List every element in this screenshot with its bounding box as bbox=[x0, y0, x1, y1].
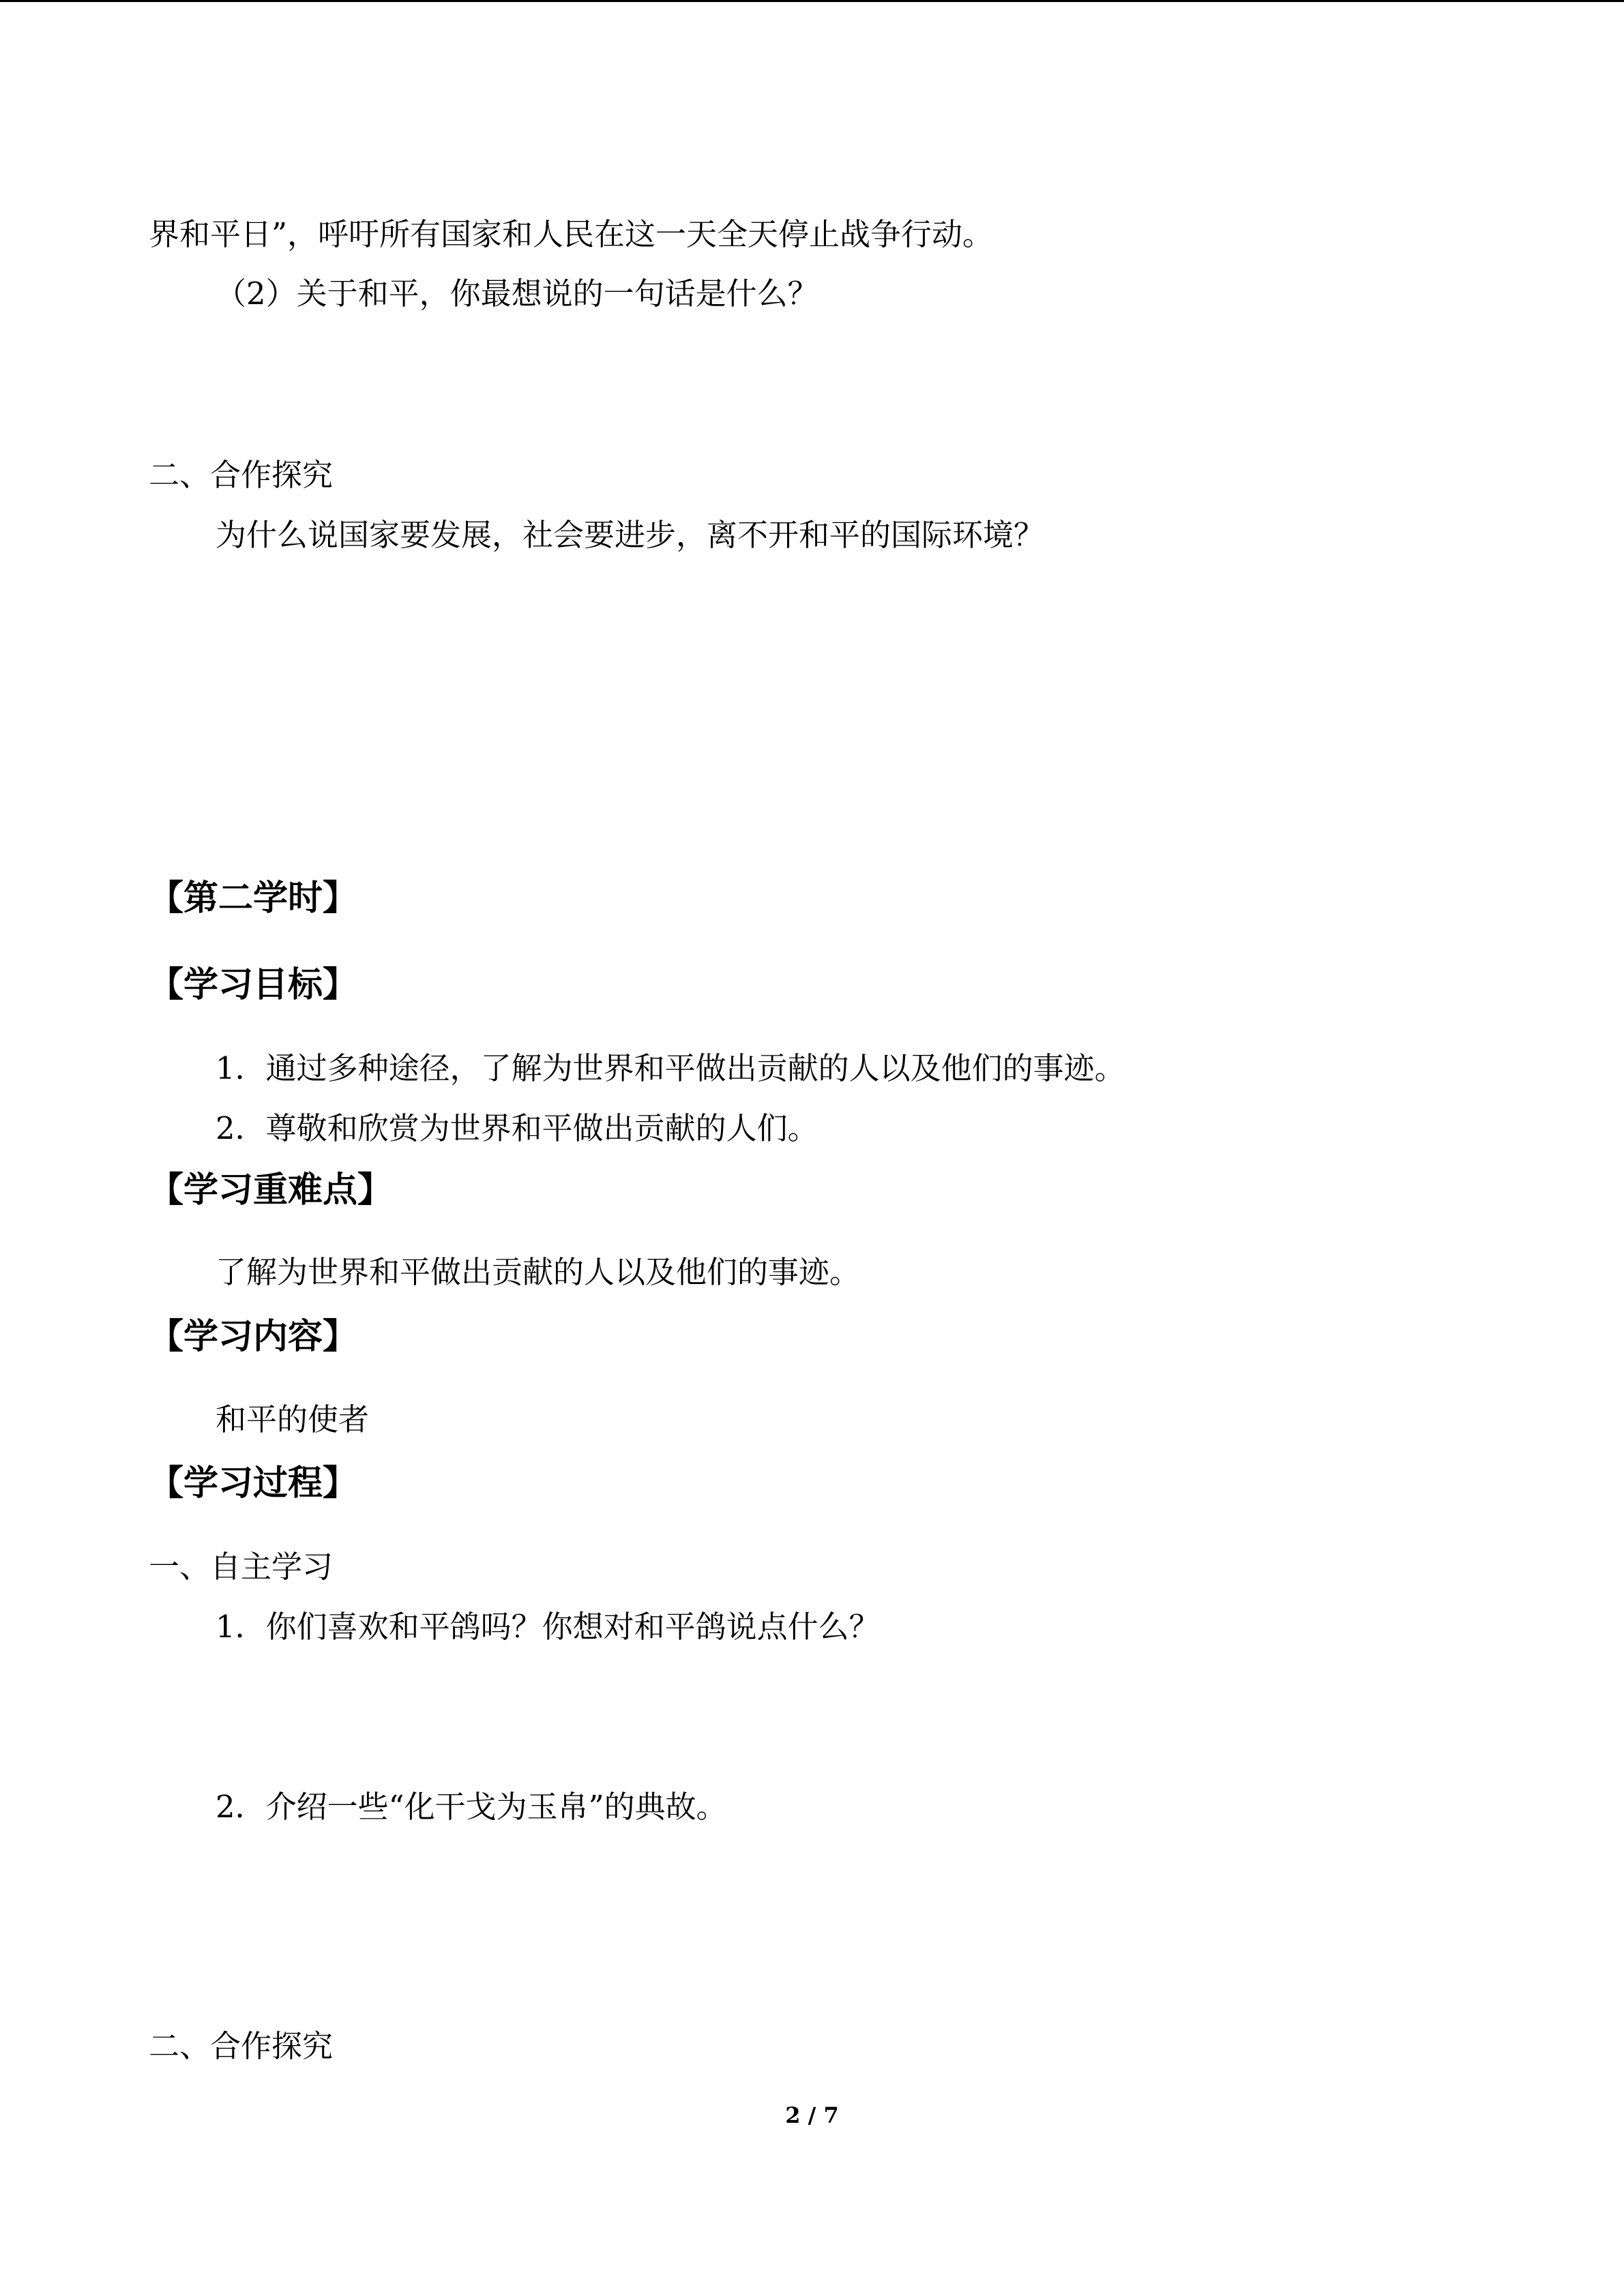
goal-item-1: 1．通过多种途径，了解为世界和平做出贡献的人以及他们的事迹。 bbox=[216, 1050, 1125, 1086]
self-study-question-2: 2．介绍一些“化干戈为玉帛”的典故。 bbox=[216, 1789, 727, 1825]
heading-learning-content: 【学习内容】 bbox=[149, 1317, 358, 1357]
text-line-question-2: （2）关于和平，你最想说的一句话是什么？ bbox=[216, 275, 818, 312]
heading-key-points: 【学习重难点】 bbox=[149, 1170, 393, 1210]
inquiry-question: 为什么说国家要发展，社会要进步，离不开和平的国际环境？ bbox=[216, 517, 1045, 553]
page-number: 2 / 7 bbox=[785, 2102, 839, 2128]
section-self-study: 一、自主学习 bbox=[149, 1549, 334, 1585]
top-border bbox=[0, 0, 1624, 2]
heading-second-period: 【第二学时】 bbox=[149, 878, 358, 919]
section-cooperative-inquiry-2: 二、合作探究 bbox=[149, 2028, 334, 2064]
self-study-question-1: 1．你们喜欢和平鸽吗？你想对和平鸽说点什么？ bbox=[216, 1609, 880, 1645]
learning-content-text: 和平的使者 bbox=[216, 1401, 370, 1437]
text-line-continuation: 界和平日”，呼吁所有国家和人民在这一天全天停止战争行动。 bbox=[149, 216, 994, 252]
heading-learning-goals: 【学习目标】 bbox=[149, 965, 358, 1005]
key-points-text: 了解为世界和平做出贡献的人以及他们的事迹。 bbox=[216, 1254, 861, 1290]
section-cooperative-inquiry: 二、合作探究 bbox=[149, 457, 334, 493]
goal-item-2: 2．尊敬和欣赏为世界和平做出贡献的人们。 bbox=[216, 1110, 818, 1146]
heading-learning-process: 【学习过程】 bbox=[149, 1463, 358, 1504]
